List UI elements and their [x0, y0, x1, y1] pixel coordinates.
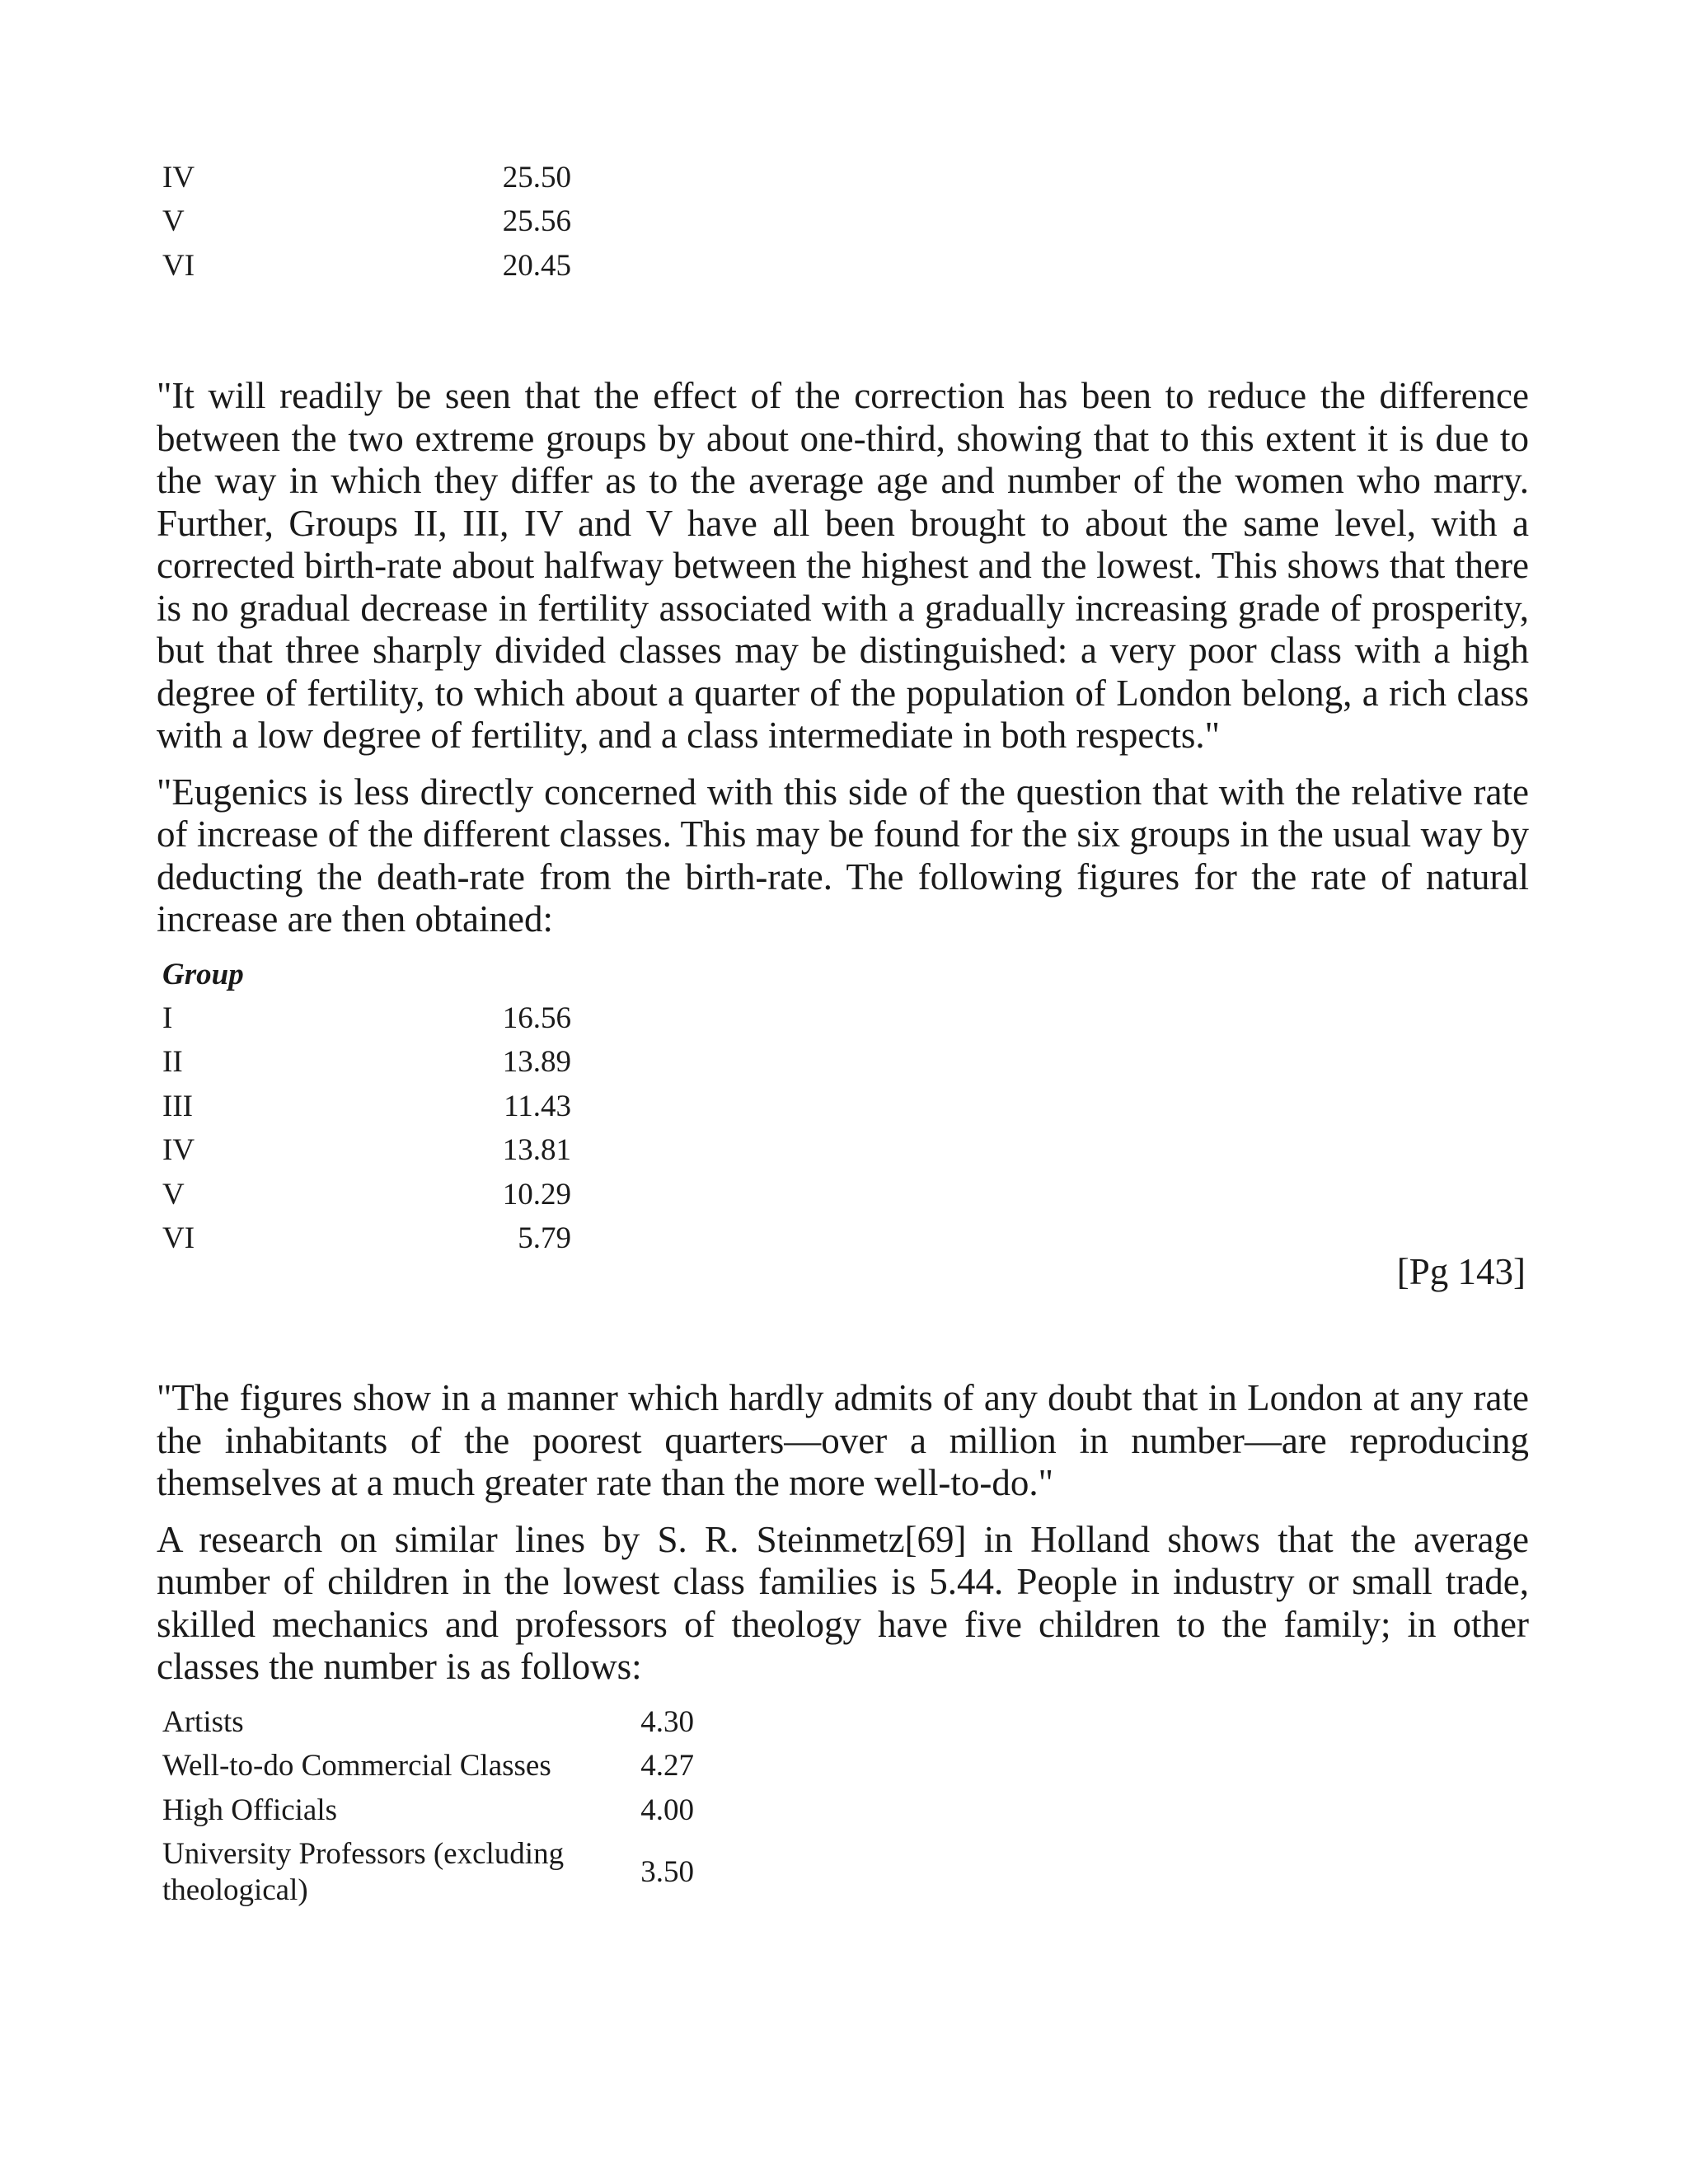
group-cell: II: [162, 1045, 183, 1080]
table-row: [157, 245, 571, 288]
quoted-paragraph-correction: "It will readily be seen that the effect of the correction has been to reduce the difference between the two extreme groups by about one-third, showing that to this extent it is due to the way in which they differ as to the average age and number of the women who marry. Further, Groups II, III, IV and V have all been brought to about the same level, with a corrected birth-rate about halfway between the highest and the lowest. This shows that there is no gradual decrease in fertility associated with a gradually increasing grade of prosperity, but that three sharply divided classes may be distinguished: a very poor class with a high degree of fertility, to which about a quarter of the population of London belong, a rich class with a low degree of fertility, and a class intermediate in both respects.": [157, 375, 1529, 757]
natural-increase-table: [157, 954, 571, 1262]
class-cell: High Officials: [162, 1793, 338, 1827]
group-column-header: Group: [162, 957, 244, 991]
table-row: [157, 1745, 694, 1788]
value-cell: 4.00: [640, 1793, 694, 1827]
table-row: [157, 200, 571, 244]
value-cell: 25.56: [502, 204, 571, 239]
table-row: [157, 1129, 571, 1173]
value-cell: 13.89: [502, 1045, 571, 1080]
group-cell: V: [162, 204, 185, 239]
book-page: [157, 157, 1529, 1914]
children-by-class-table: [157, 1701, 694, 1914]
table-row: [157, 1174, 571, 1217]
table-row: [157, 1085, 571, 1129]
group-cell: V: [162, 1177, 185, 1212]
table-row: [157, 997, 571, 1041]
class-cell: Artists: [162, 1704, 244, 1739]
table-row: [157, 1041, 571, 1085]
group-cell: IV: [162, 161, 195, 194]
table-row: [157, 1833, 694, 1914]
value-cell: 4.27: [640, 1749, 694, 1783]
value-cell: 3.50: [640, 1855, 694, 1890]
table-row: [157, 1701, 694, 1745]
table-row: [157, 157, 571, 200]
value-cell: 16.56: [502, 1001, 571, 1036]
value-cell: 11.43: [504, 1089, 571, 1123]
birth-rate-table-continued: [157, 157, 571, 288]
table-header-row: [157, 954, 571, 997]
group-cell: VI: [162, 248, 195, 283]
value-cell: 10.29: [502, 1177, 571, 1212]
class-cell: Well-to-do Commercial Classes: [162, 1749, 551, 1783]
group-cell: I: [162, 1001, 173, 1036]
value-cell: 4.30: [640, 1704, 694, 1739]
value-cell: 20.45: [502, 248, 571, 283]
table-row: [157, 1789, 694, 1833]
value-cell: 5.79: [518, 1221, 571, 1256]
paragraph-steinmetz-research: A research on similar lines by S. R. Steinmetz[69] in Holland shows that the average number of children in the lowest class families is 5.44. People in industry or small trade, skilled mechanics and professors of theology have five children to the family; in other classes the number is as follows:: [157, 1518, 1529, 1688]
value-cell: 13.81: [502, 1133, 571, 1168]
group-cell: III: [162, 1089, 193, 1123]
group-cell: VI: [162, 1221, 195, 1256]
page-number-link[interactable]: [Pg 143]: [1396, 1251, 1526, 1293]
group-cell: IV: [162, 1133, 195, 1168]
quoted-paragraph-eugenics: "Eugenics is less directly concerned with this side of the question that with the relative rate of increase of the different classes. This may be found for the six groups in the usual way by deducting the death-rate from the birth-rate. The following figures for the rate of natural increase are then obtained:: [157, 771, 1529, 940]
class-cell: University Professors (excluding theological): [162, 1837, 565, 1908]
quoted-paragraph-figures: "The figures show in a manner which hardly admits of any doubt that in London at any rate the inhabitants of the poorest quarters—over a million in number—are reproducing themselves at a much greater rate than the more well-to-do.": [157, 1377, 1529, 1504]
value-cell: 25.50: [502, 161, 571, 194]
